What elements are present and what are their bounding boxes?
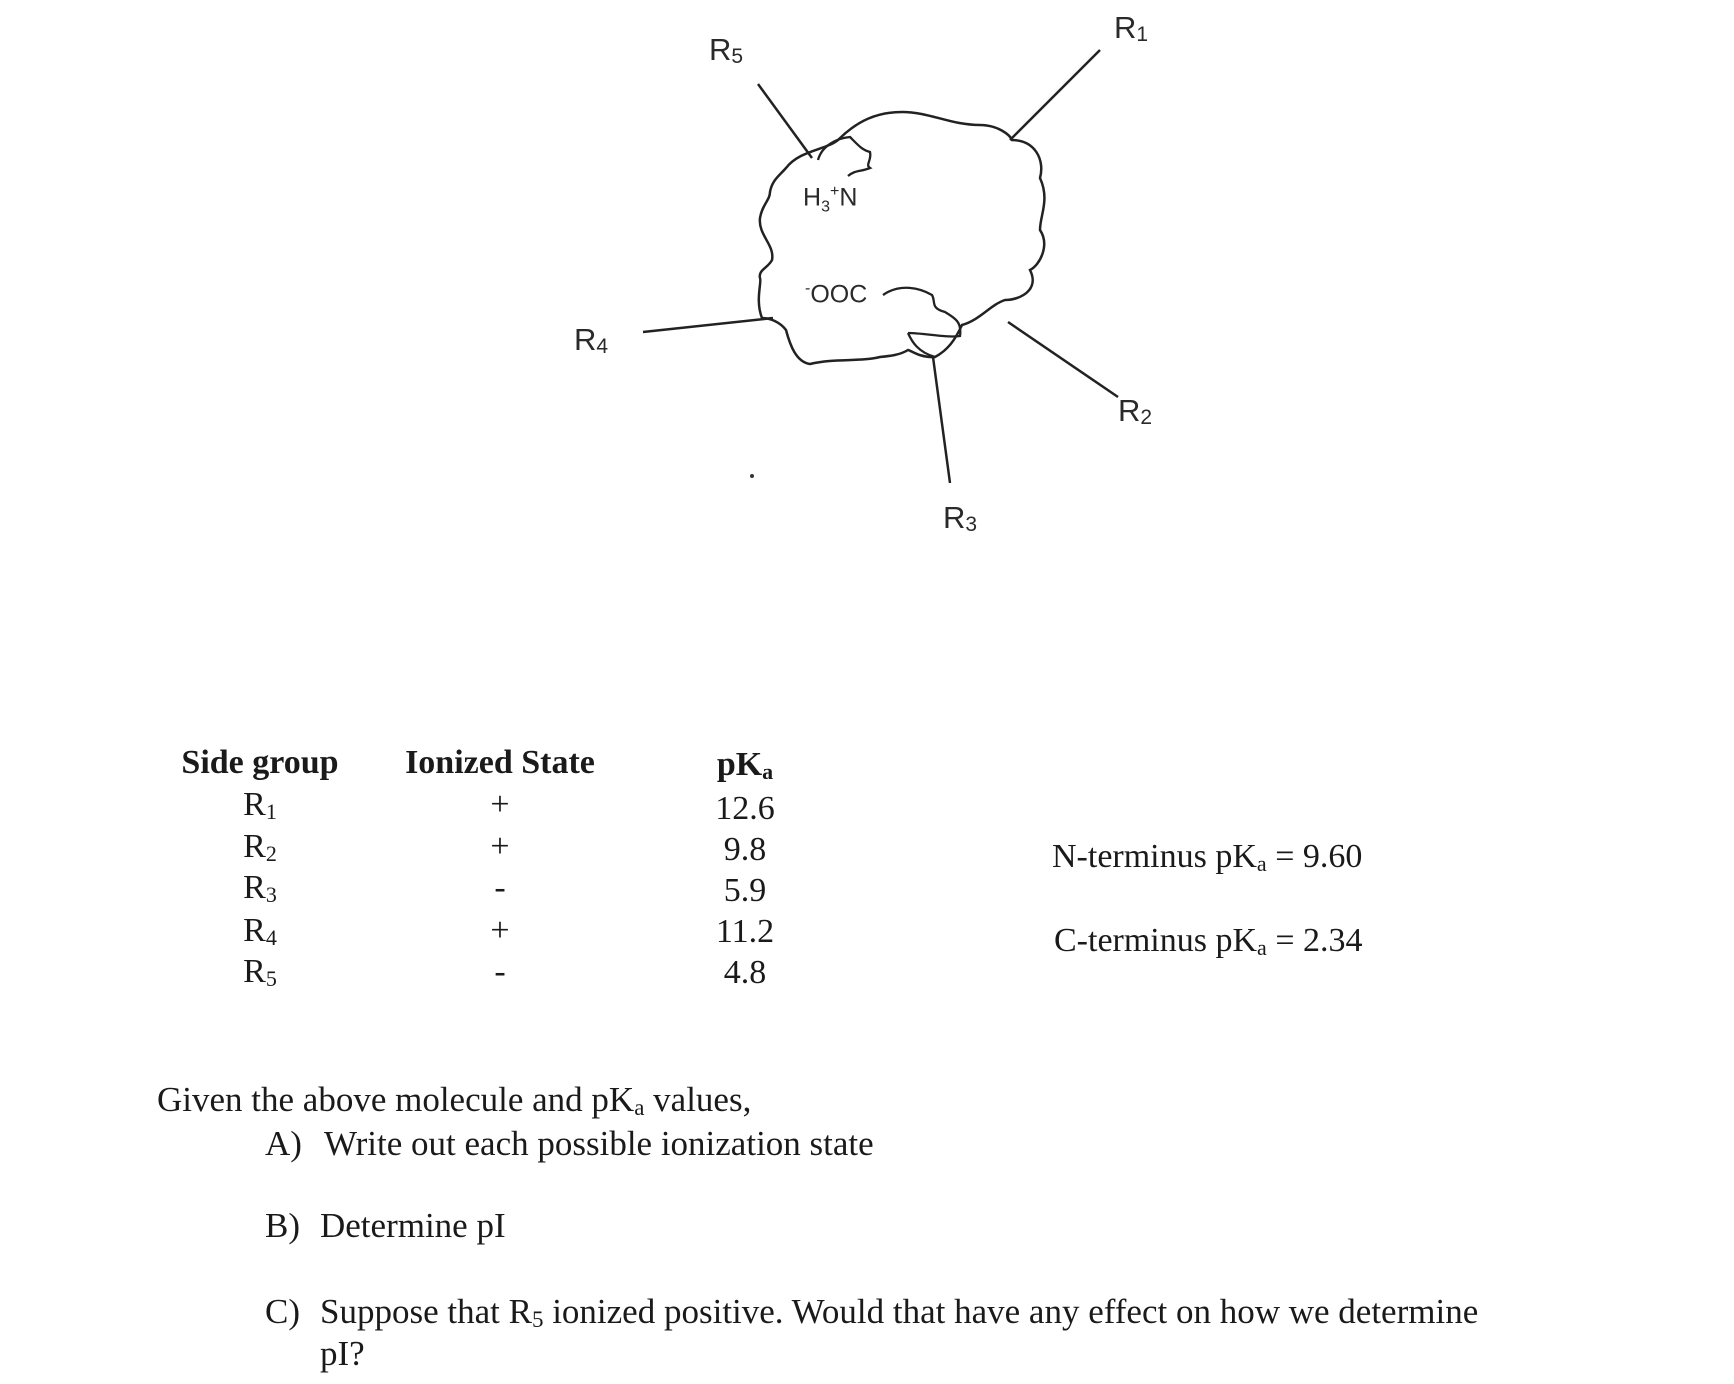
- table-row-pka: 9.8: [723, 831, 767, 868]
- table-row-side: $R_3$: [243, 869, 277, 907]
- table-row-pka: 4.8: [723, 954, 767, 991]
- header-pka: $pK_a$: [716, 746, 774, 784]
- bond-r5: [758, 84, 812, 158]
- label-r1: $R_1$: [1114, 10, 1149, 46]
- table-row-side: $R_4$: [243, 912, 277, 950]
- label-r3: $R_3$: [943, 500, 978, 536]
- bond-r2: [1008, 322, 1118, 397]
- header-side-group: Side group: [181, 744, 339, 781]
- table-row-state: -: [494, 953, 506, 990]
- table-row-side: $R_1$: [243, 786, 277, 824]
- c-terminus-pka: C-terminus $pK_a = 2.34$: [1054, 922, 1363, 960]
- question-c-line1: Suppose that $R_5$ ionized positive. Would that have any effect on how we determine: [320, 1292, 1479, 1332]
- question-a-text: Write out each possible ionization state: [324, 1124, 874, 1163]
- question-b-label: B): [265, 1206, 300, 1245]
- question-b-text: Determine pI: [320, 1206, 506, 1245]
- n-terminus-pocket: [818, 137, 870, 176]
- table-row-pka: 5.9: [723, 872, 767, 909]
- table-row-side: $R_2$: [243, 828, 277, 866]
- label-r5: $R_5$: [709, 32, 744, 68]
- question-c-line2: pI?: [320, 1334, 365, 1373]
- question-intro: Given the above molecule and $pK_a$ values,: [157, 1080, 752, 1120]
- label-r4: $R_4$: [574, 322, 609, 358]
- c-terminus-label: -OOC: [805, 280, 868, 309]
- c-terminus-pocket: [883, 288, 960, 337]
- question-a-label: A): [265, 1124, 302, 1163]
- bond-r4: [643, 318, 773, 332]
- bond-r1: [1010, 50, 1100, 140]
- n-terminus-pka: N-terminus $pK_a = 9.60$: [1052, 838, 1363, 876]
- table-row-side: $R_5$: [243, 953, 277, 991]
- table-row-pka: 12.6: [715, 790, 775, 827]
- header-ionized-state: Ionized State: [405, 744, 595, 781]
- question-c-label: C): [265, 1292, 300, 1331]
- label-r2: $R_2$: [1118, 393, 1153, 429]
- table-row-pka: 11.2: [715, 913, 775, 950]
- n-terminus-label: $H_3^+N$: [803, 183, 858, 216]
- molecule-outline: [759, 112, 1045, 364]
- table-row-state: +: [490, 912, 510, 949]
- table-row-state: +: [490, 786, 510, 823]
- bond-r3: [933, 357, 950, 483]
- table-row-state: +: [490, 828, 510, 865]
- table-row-state: -: [494, 869, 506, 906]
